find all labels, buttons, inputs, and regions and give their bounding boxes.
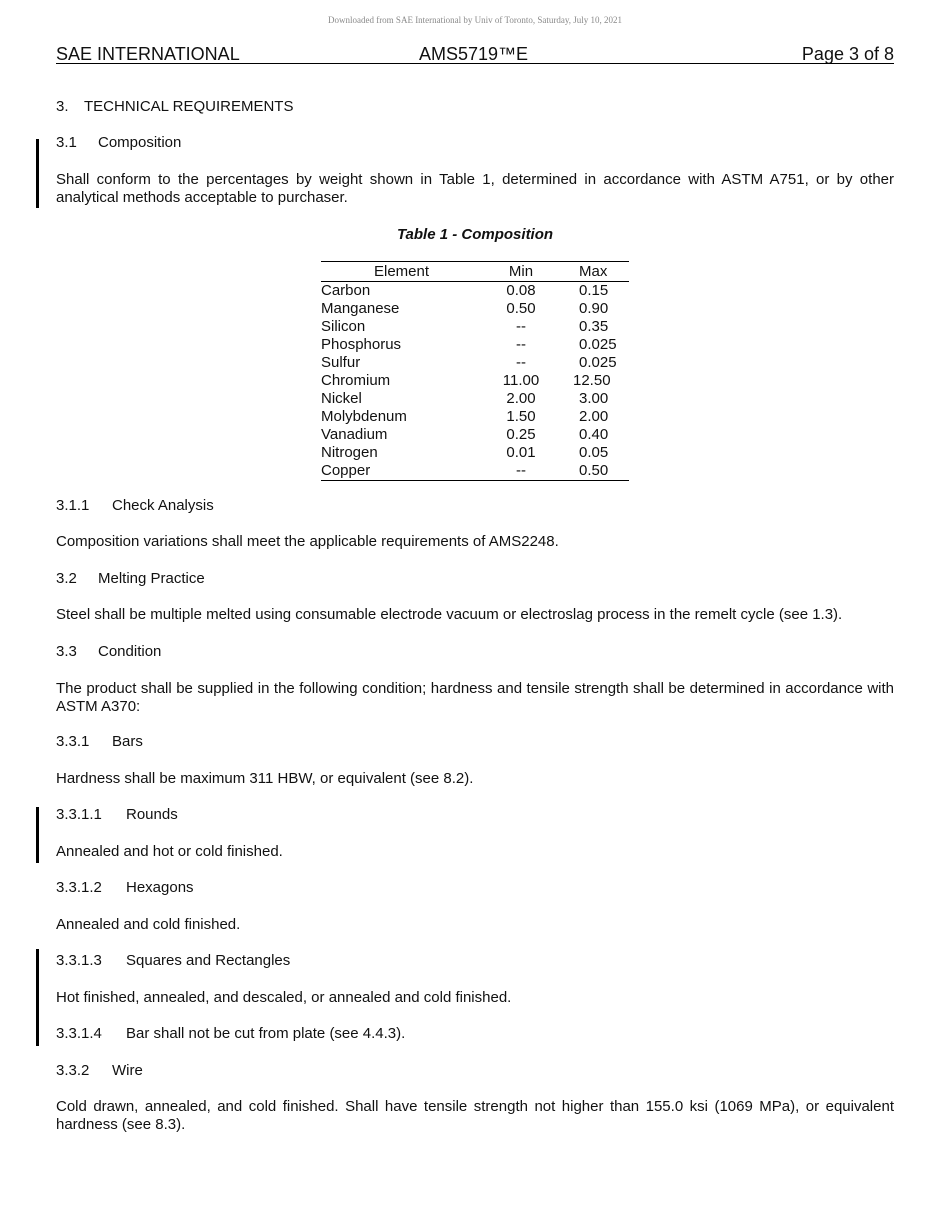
table-row	[321, 318, 629, 336]
change-bar	[36, 949, 39, 1046]
max-cell: 0.90	[579, 300, 609, 317]
download-watermark: Downloaded from SAE International by Univ of Toronto, Saturday, July 10, 2021	[327, 15, 623, 25]
section-number: 3.2	[56, 570, 77, 587]
section-number: 3.3.1	[56, 733, 90, 750]
composition-table	[321, 261, 629, 481]
table-row	[321, 462, 629, 481]
section-paragraph: Steel shall be multiple melted using consumable electrode vacuum or electroslag process in the remelt cycle (see 1.3).	[56, 606, 843, 623]
section-number: 3.3.2	[56, 1062, 90, 1079]
min-cell: 0.25	[506, 426, 536, 443]
min-cell: --	[516, 336, 526, 353]
header-rule	[56, 63, 894, 64]
section-heading	[56, 570, 205, 588]
table-header-row	[321, 262, 629, 282]
min-cell: --	[482, 462, 560, 481]
header-page-number: Page 3 of 8	[801, 44, 894, 64]
table-row	[321, 408, 629, 426]
max-cell: 0.05	[579, 444, 609, 461]
element-cell: Vanadium	[321, 426, 388, 443]
max-cell: 0.025	[579, 336, 617, 353]
table-caption: Table 1 - Composition	[396, 226, 554, 243]
section-title: Melting Practice	[98, 570, 205, 587]
max-cell: 0.40	[579, 426, 609, 443]
column-header-max: Max	[560, 262, 629, 282]
header-org: SAE INTERNATIONAL	[56, 44, 240, 64]
min-cell: --	[516, 354, 526, 371]
section-heading	[56, 497, 214, 515]
element-cell: Chromium	[321, 372, 391, 389]
max-cell: 0.15	[579, 282, 609, 299]
section-number: 3.	[56, 98, 69, 115]
element-cell: Silicon	[321, 318, 366, 335]
section-paragraph: Hot finished, annealed, and descaled, or annealed and cold finished.	[56, 989, 512, 1006]
section-paragraph: Composition variations shall meet the applicable requirements of AMS2248.	[56, 533, 559, 550]
element-cell: Copper	[321, 462, 482, 481]
element-cell: Manganese	[321, 300, 400, 317]
max-cell: 12.50	[573, 372, 611, 389]
min-cell: 0.50	[506, 300, 536, 317]
max-cell: 0.50	[560, 462, 629, 481]
table-row	[321, 390, 629, 408]
section-paragraph: Shall conform to the percentages by weight shown in Table 1, determined in accordance with ASTM A751, or by other analytical methods acceptable to purchaser.	[56, 171, 894, 206]
section-paragraph: The product shall be supplied in the following condition; hardness and tensile strength shall be determined in accordance with ASTM A370:	[56, 680, 894, 715]
element-cell: Nitrogen	[321, 444, 378, 461]
element-cell: Phosphorus	[321, 336, 402, 353]
min-cell: 0.08	[506, 282, 536, 299]
section-number: 3.3	[56, 643, 77, 660]
section-number: 3.1.1	[56, 497, 90, 514]
section-number: 3.3.1.2	[56, 879, 102, 896]
min-cell: 11.00	[502, 372, 540, 389]
element-cell: Carbon	[321, 282, 371, 299]
section-paragraph: Cold drawn, annealed, and cold finished. Shall have tensile strength not higher than 155.0 ksi (1069 MPa), or equivalent hardness (see 8.3).	[56, 1098, 894, 1133]
column-header-element: Element	[321, 262, 482, 282]
column-header-min: Min	[482, 262, 560, 282]
section-title: Bar shall not be cut from plate (see 4.4.3).	[126, 1025, 406, 1042]
section-title: Hexagons	[126, 879, 194, 896]
change-bar	[36, 139, 39, 208]
section-title: Squares and Rectangles	[126, 952, 291, 969]
max-cell: 2.00	[579, 408, 609, 425]
change-bar	[36, 807, 39, 863]
table-row	[321, 426, 629, 444]
max-cell: 0.025	[579, 354, 617, 371]
section-title: TECHNICAL REQUIREMENTS	[84, 98, 294, 115]
section-paragraph: Hardness shall be maximum 311 HBW, or equivalent (see 8.2).	[56, 770, 474, 787]
min-cell: 2.00	[506, 390, 536, 407]
max-cell: 0.35	[579, 318, 609, 335]
section-number: 3.3.1.4	[56, 1025, 102, 1042]
element-cell: Sulfur	[321, 354, 361, 371]
section-title: Bars	[112, 733, 143, 750]
section-heading	[56, 134, 182, 152]
section-number: 3.3.1.3	[56, 952, 102, 969]
section-title: Rounds	[126, 806, 178, 823]
section-heading	[56, 879, 194, 897]
section-title: Wire	[112, 1062, 143, 1079]
table-row	[321, 336, 629, 354]
min-cell: 1.50	[506, 408, 536, 425]
table-row	[321, 372, 629, 390]
min-cell: --	[516, 318, 526, 335]
section-number: 3.3.1.1	[56, 806, 102, 823]
section-title: Condition	[98, 643, 162, 660]
max-cell: 3.00	[579, 390, 609, 407]
section-heading	[56, 1062, 143, 1080]
element-cell: Molybdenum	[321, 408, 407, 425]
table-row	[321, 282, 629, 301]
section-title: Composition	[98, 134, 182, 151]
min-cell: 0.01	[506, 444, 536, 461]
section-heading	[56, 98, 294, 116]
table-row	[321, 354, 629, 372]
section-heading	[56, 1025, 406, 1043]
section-paragraph: Annealed and cold finished.	[56, 916, 241, 933]
section-number: 3.1	[56, 134, 77, 151]
section-heading	[56, 643, 162, 661]
section-title: Check Analysis	[112, 497, 214, 514]
header-doc-number: AMS5719™E	[419, 44, 529, 64]
section-paragraph: Annealed and hot or cold finished.	[56, 843, 283, 860]
table-row	[321, 444, 629, 462]
table-row	[321, 300, 629, 318]
section-heading	[56, 952, 291, 970]
section-heading	[56, 806, 178, 824]
section-heading	[56, 733, 143, 751]
element-cell: Nickel	[321, 390, 362, 407]
